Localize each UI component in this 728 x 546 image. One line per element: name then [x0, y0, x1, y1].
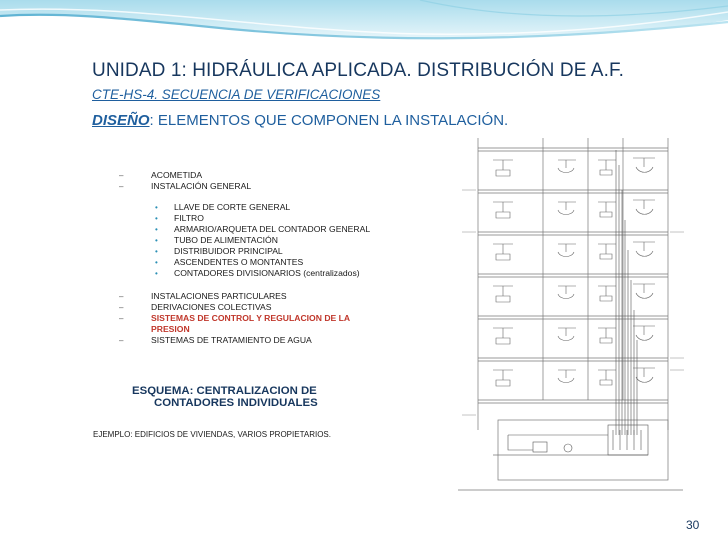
sub-item-label: FILTRO: [174, 213, 204, 223]
list-item-label-highlight: SISTEMAS DE CONTROL Y REGULACION DE LA PRESION: [151, 313, 350, 334]
list-item-label: DERIVACIONES COLECTIVAS: [151, 302, 272, 312]
example-note: EJEMPLO: EDIFICIOS DE VIVIENDAS, VARIOS PROPIETARIOS.: [93, 430, 331, 439]
sub-item: [119, 246, 370, 257]
dash-bullet-icon: –: [119, 292, 124, 301]
list-item-label: SISTEMAS DE TRATAMIENTO DE AGUA: [151, 335, 312, 345]
sub-item-label: LLAVE DE CORTE GENERAL: [174, 202, 291, 212]
design-heading-rest: : ELEMENTOS QUE COMPONEN LA INSTALACIÓN.: [149, 112, 509, 129]
list-item-label: ACOMETIDA: [151, 170, 203, 180]
schema-line-1: ESQUEMA: CENTRALIZACION DE: [132, 385, 317, 397]
dash-bullet-icon: –: [119, 171, 124, 180]
sub-item: [119, 268, 370, 279]
sub-item: [119, 213, 370, 224]
schema-caption: [132, 385, 318, 409]
slide-subtitle: CTE-HS-4. SECUENCIA DE VERIFICACIONES: [92, 87, 381, 102]
page-number: 30: [686, 518, 700, 532]
list-item-instalaciones-particulares: [119, 291, 370, 302]
dot-bullet-icon: •: [155, 269, 158, 278]
dot-bullet-icon: •: [155, 225, 158, 234]
dot-bullet-icon: •: [155, 214, 158, 223]
sub-item-label: TUBO DE ALIMENTACIÓN: [174, 235, 278, 245]
dash-bullet-icon: –: [119, 182, 124, 191]
dash-bullet-icon: –: [119, 336, 124, 345]
sub-item-label: CONTADORES DIVISIONARIOS (centralizados): [174, 268, 360, 278]
list-item-label: INSTALACIONES PARTICULARES: [151, 291, 287, 301]
list-item-derivaciones: [119, 302, 370, 313]
slide-title: UNIDAD 1: HIDRÁULICA APLICADA. DISTRIBUCIÓN DE A.F.: [92, 60, 624, 81]
dot-bullet-icon: •: [155, 247, 158, 256]
design-heading: [92, 112, 508, 129]
list-item-acometida: [119, 170, 370, 181]
sub-item: [119, 224, 370, 235]
sub-item-label: ASCENDENTES O MONTANTES: [174, 257, 304, 267]
dash-bullet-icon: –: [119, 303, 124, 312]
elements-list: [119, 170, 370, 346]
list-item-label: INSTALACIÓN GENERAL: [151, 181, 252, 191]
dot-bullet-icon: •: [155, 236, 158, 245]
dash-bullet-icon: –: [119, 314, 124, 323]
sub-item: [119, 202, 370, 213]
design-keyword: DISEÑO: [92, 112, 150, 129]
dot-bullet-icon: •: [155, 258, 158, 267]
list-item-tratamiento: [119, 335, 370, 346]
list-item-instalacion-general: [119, 181, 370, 192]
building-schematic-drawing: [448, 130, 688, 500]
sub-item-label: DISTRIBUIDOR PRINCIPAL: [174, 246, 283, 256]
list-item-sistemas-control: [119, 313, 366, 335]
sub-item: [119, 235, 370, 246]
sub-item: [119, 257, 370, 268]
schema-line-2: CONTADORES INDIVIDUALES: [154, 397, 318, 409]
sub-item-label: ARMARIO/ARQUETA DEL CONTADOR GENERAL: [174, 224, 371, 234]
dot-bullet-icon: •: [155, 203, 158, 212]
